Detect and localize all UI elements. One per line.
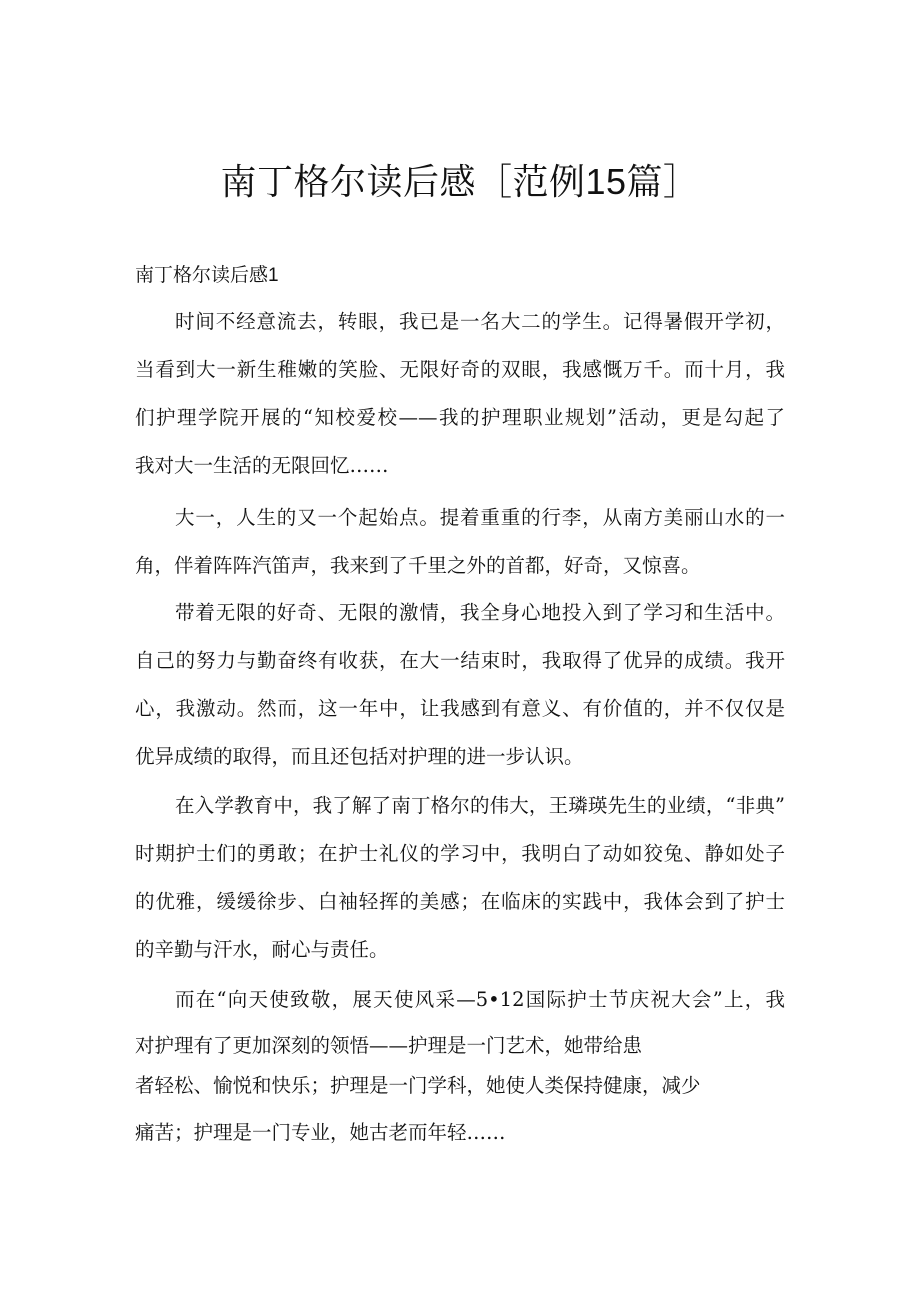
paragraph-line: 对护理有了更加深刻的领悟——护理是一门艺术，她带给患 [135, 1034, 643, 1057]
paragraph [135, 782, 785, 974]
paragraph-line: 的辛勤与汗水，耐心与责任。 [135, 938, 389, 961]
paragraph-line: 而在“向天使致敬，展天使风采—5•12国际护士节庆祝大会”上，我 [175, 988, 785, 1011]
section-heading: 南丁格尔读后感1 [135, 265, 279, 286]
paragraph-line: 的优雅，缓缓徐步、白袖轻挥的美感；在临床的实践中，我体会到了护士 [135, 890, 785, 913]
paragraph-line: 带着无限的好奇、无限的激情，我全身心地投入到了学习和生活中。 [175, 601, 785, 624]
paragraph-line: 在入学教育中，我了解了南丁格尔的伟大，王璘瑛先生的业绩，“非典” [175, 794, 785, 817]
paragraph [135, 494, 785, 590]
paragraph-line: 时间不经意流去，转眼，我已是一名大二的学生。记得暑假开学初， [175, 310, 785, 333]
paragraph-line: 时期护士们的勇敢；在护士礼仪的学习中，我明白了动如狡兔、静如处子 [135, 842, 785, 865]
paragraph-line: 大一，人生的又一个起始点。提着重重的行李，从南方美丽山水的一 [175, 506, 785, 529]
paragraph [135, 298, 785, 490]
paragraph-line: 角，伴着阵阵汽笛声，我来到了千里之外的首都，好奇，又惊喜。 [135, 554, 701, 577]
document-title: 南丁格尔读后感［范例15篇］ [220, 161, 700, 202]
paragraph-line: 当看到大一新生稚嫩的笑脸、无限好奇的双眼，我感慨万千。而十月，我 [135, 358, 785, 381]
paragraph [135, 976, 785, 1024]
paragraph-line: 们护理学院开展的“知校爱校——我的护理职业规划”活动，更是勾起了 [135, 406, 785, 429]
paragraph-line: 自己的努力与勤奋终有收获，在大一结束时，我取得了优异的成绩。我开 [135, 649, 785, 672]
paragraph-line: 我对大一生活的无限回忆…… [135, 454, 389, 477]
paragraph [135, 589, 785, 781]
paragraph-line: 心，我激动。然而，这一年中，让我感到有意义、有价值的，并不仅仅是 [135, 697, 785, 720]
paragraph-line: 优异成绩的取得，而且还包括对护理的进一步认识。 [135, 745, 584, 768]
paragraph-line: 者轻松、愉悦和快乐；护理是一门学科，她使人类保持健康，减少 [135, 1074, 701, 1097]
paragraph-line: 痛苦；护理是一门专业，她古老而年轻…… [135, 1121, 506, 1144]
